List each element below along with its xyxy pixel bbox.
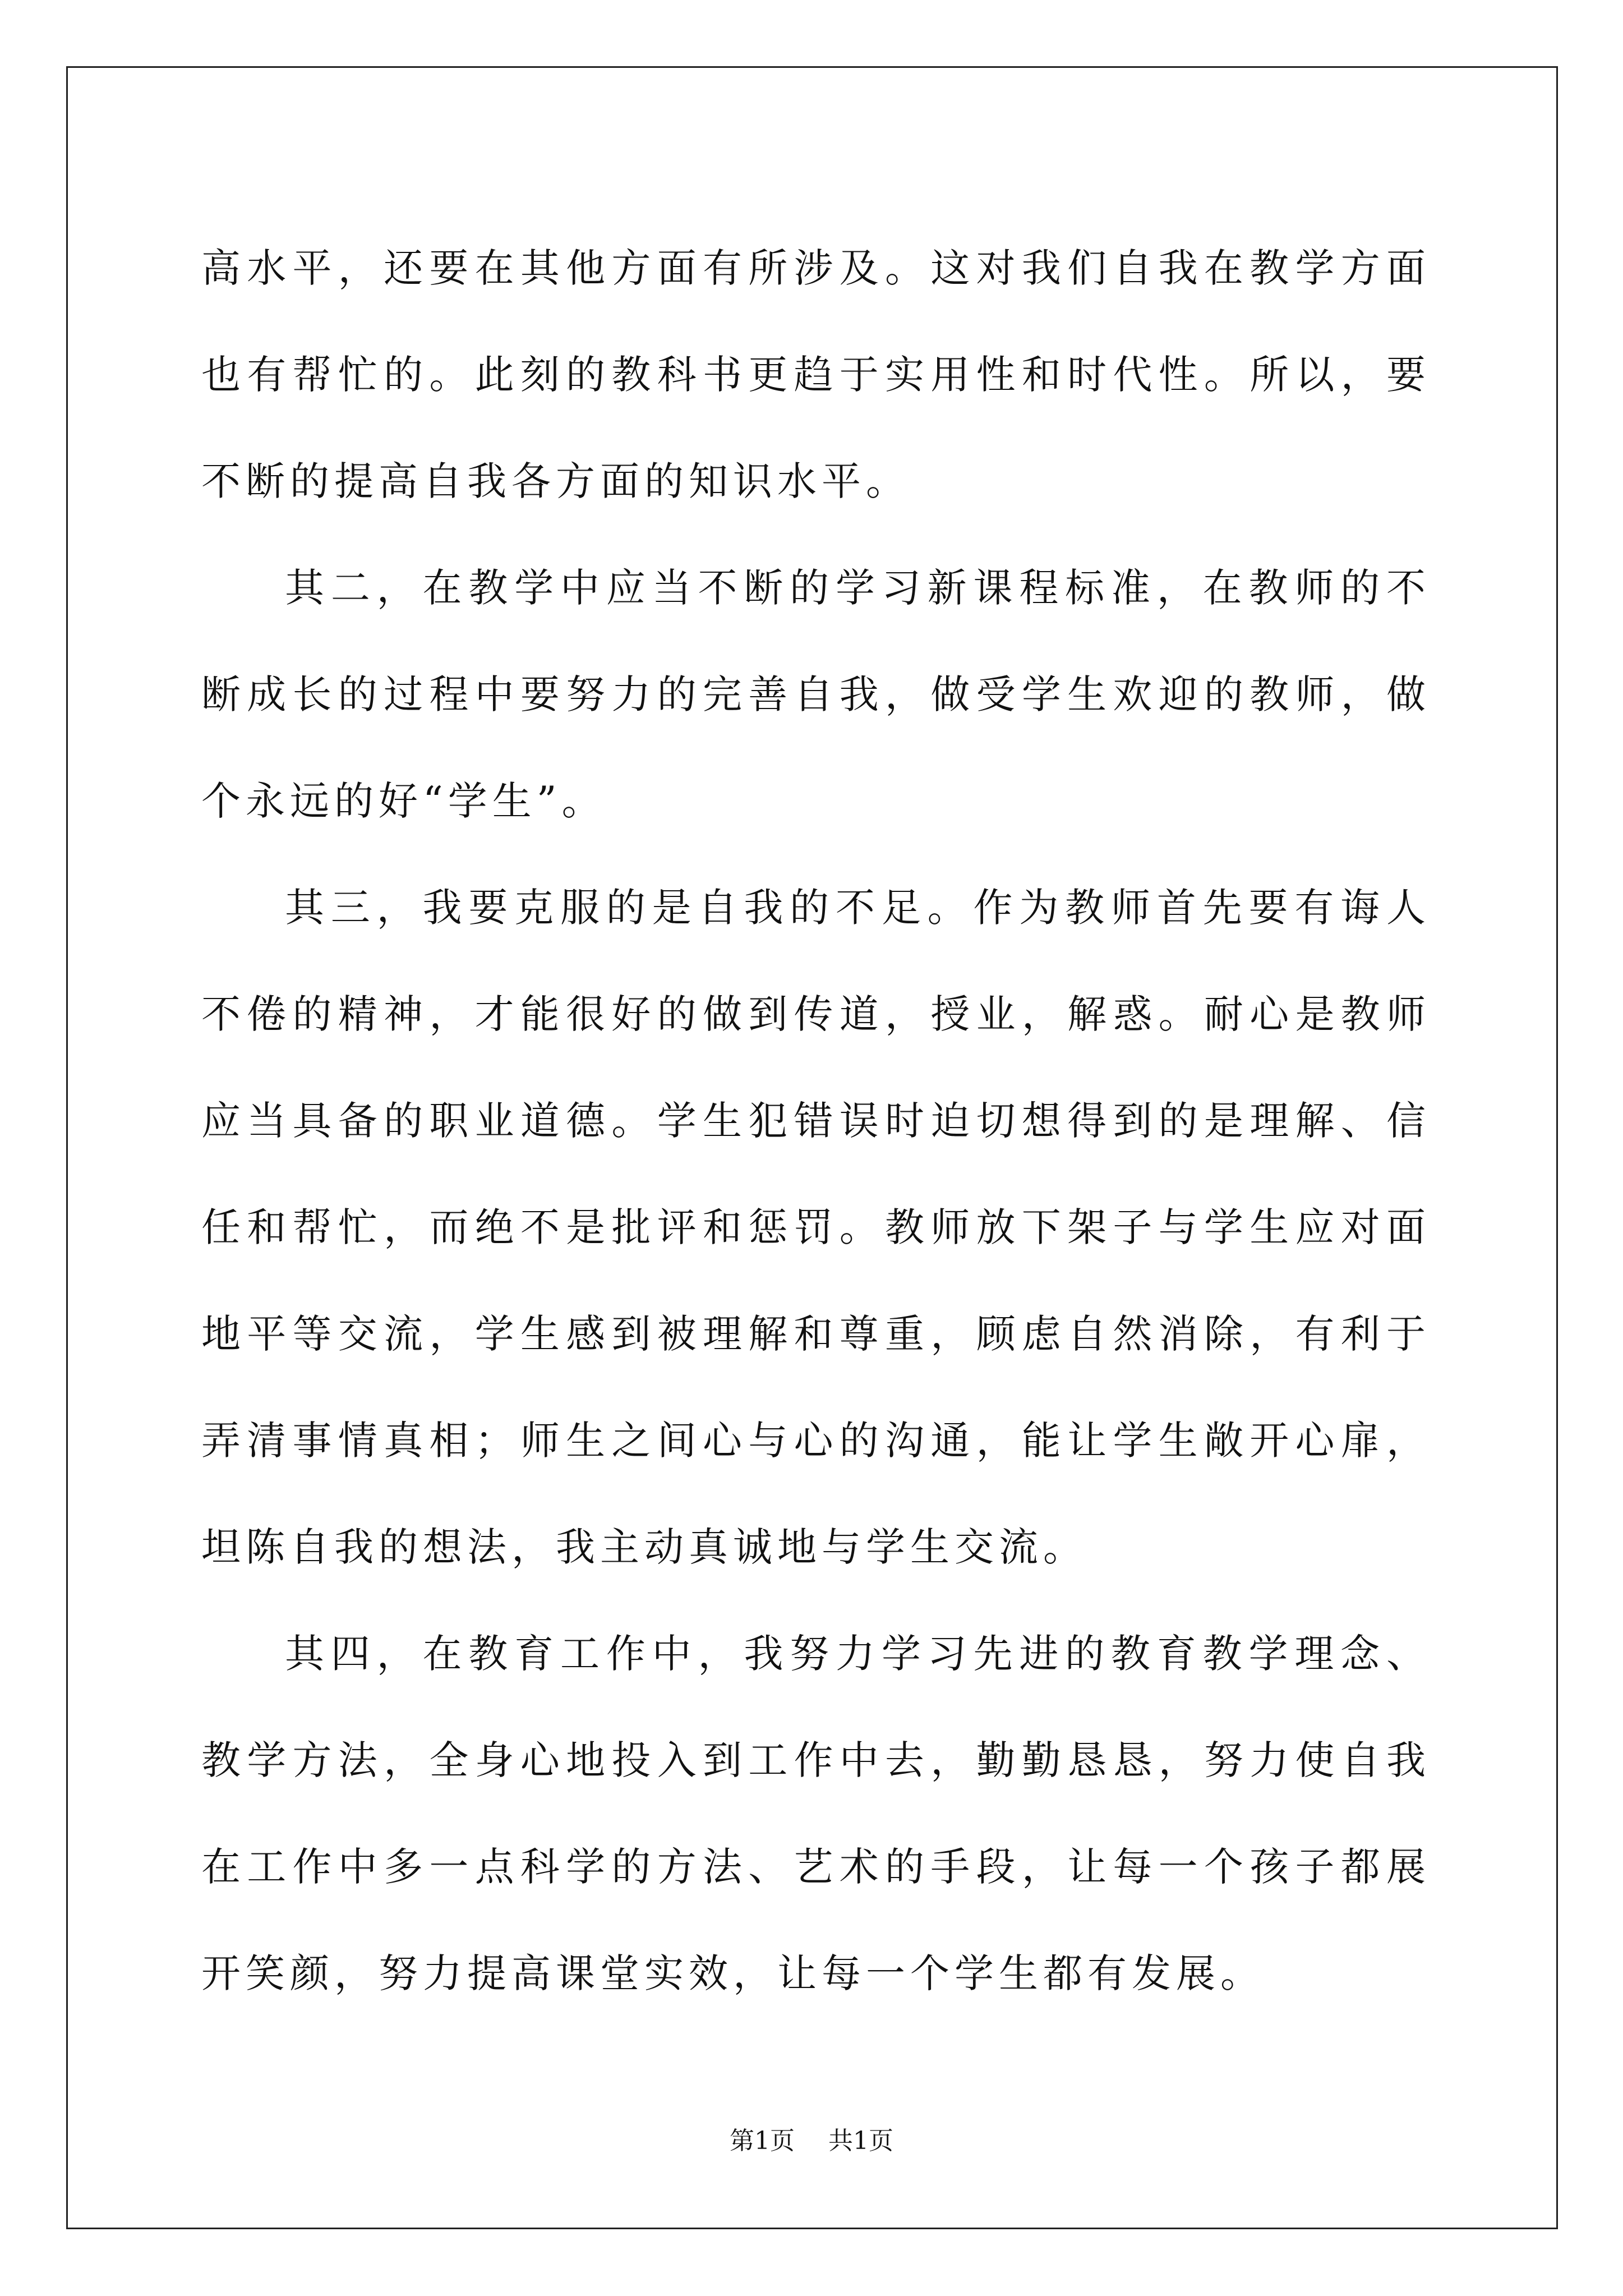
paragraph-2: 其二，在教学中应当不断的学习新课程标准，在教师的不断成长的过程中要努力的完善自我，做受学生欢迎的教师，做个永远的好“学生”。 — [201, 565, 1431, 824]
page-number-total: 共1页 — [828, 2127, 893, 2155]
paragraph-4: 其四，在教育工作中，我努力学习先进的教育教学理念、教学方法，全身心地投入到工作中去，勤勤恳恳，努力使自我在工作中多一点科学的方法、艺术的手段，让每一个孩子都展开笑颜，努力提高课堂实效，让每一个学生都有发展。 — [201, 1631, 1431, 1996]
paragraph-1: 高水平，还要在其他方面有所涉及。这对我们自我在教学方面也有帮忙的。此刻的教科书更趋于实用性和时代性。所以，要不断的提高自我各方面的知识水平。 — [201, 245, 1431, 504]
paragraph-3: 其三，我要克服的是自我的不足。作为教师首先要有诲人不倦的精神，才能很好的做到传道，授业，解惑。耐心是教师应当具备的职业道德。学生犯错误时迫切想得到的是理解、信任和帮忙，而绝不是批评和惩罚。教师放下架子与学生应对面地平等交流，学生感到被理解和尊重，顾虑自然消除，有利于弄清事情真相；师生之间心与心的沟通，能让学生敞开心扉，坦陈自我的想法，我主动真诚地与学生交流。 — [201, 885, 1431, 1570]
document-body — [201, 215, 1431, 2027]
page-number-current: 第1页 — [730, 2127, 795, 2155]
page-footer — [0, 2120, 1623, 2156]
